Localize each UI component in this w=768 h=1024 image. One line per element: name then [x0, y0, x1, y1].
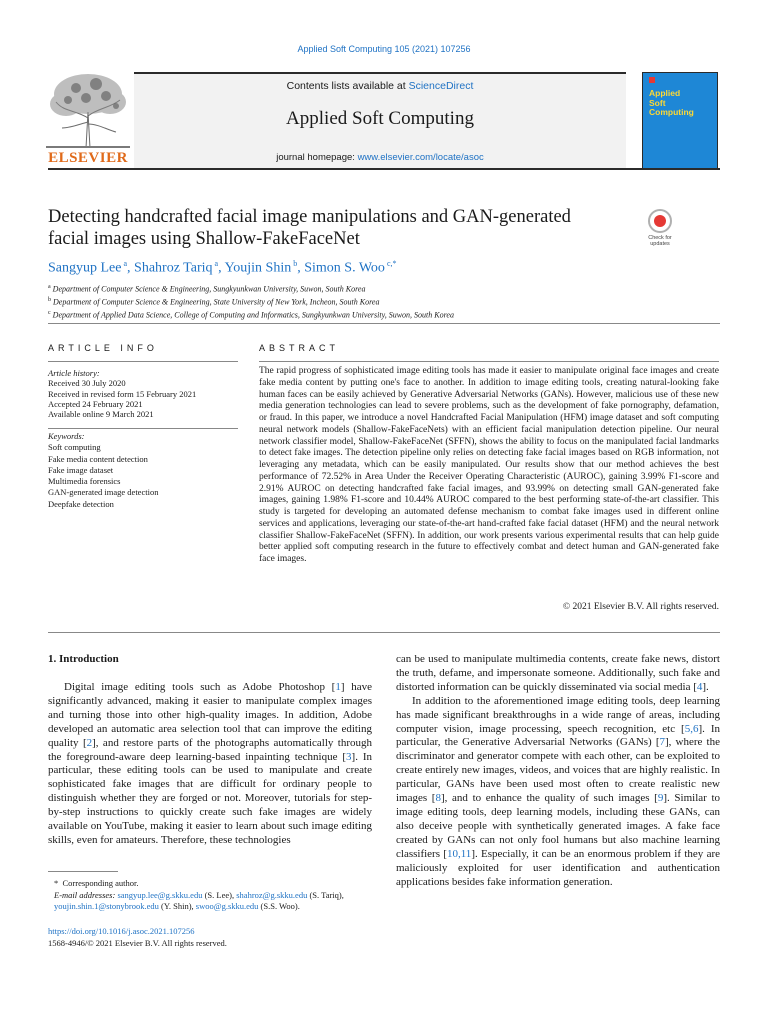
journal-header: [134, 72, 626, 168]
article-info-heading: ARTICLE INFO: [48, 343, 158, 353]
affiliation-text: Department of Computer Science & Engineering, State University of New York, Incheon, South Korea: [51, 297, 380, 307]
affiliation-item: [48, 282, 454, 295]
footnotes: [48, 878, 378, 913]
contents-line: [134, 80, 626, 92]
keywords-label: Keywords:: [48, 431, 85, 441]
reference-link[interactable]: 10,11: [446, 847, 472, 860]
email-addresses: [48, 890, 378, 913]
reference-link[interactable]: 2: [86, 736, 93, 749]
homepage-link[interactable]: www.elsevier.com/locate/asoc: [357, 152, 484, 163]
abstract-body: The rapid progress of sophisticated image editing tools has made it easier to manipulate original face images and create fake media content by putting one's face to another. In addition to image editing tools, creating natural-looking fake human faces can be easily achieved by Generative Adversarial Networks (GANs). However, malicious use of these new media generation technologies can lead to severe problems, such as the development of fake pornography, defamation, or fraud. In this paper, we introduce a novel Handcrafted Facial Manipulation (HFM) image dataset and soft computing neural network models (Shallow-FakeFaceNets) with an efficient facial manipulation detection pipeline. Our neural network classifier model, Shallow-FakeFaceNet (SFFN), shows the ability to focus on the manipulated facial landmarks to detect fake images. The detection pipeline only relies on detecting fake facial images based on RGB information, not leveraging any metadata, which can be easily manipulated. Our results show that our method achieves the best performance of 72.52% in Area Under the Receiver Operating Characteristic (AUROC), gaining 3.99% F1-score and 2.91% AUROC on detecting handcrafted fake facial images, and 93.99% on detecting small GAN-generated fake images, gaining 1.98% F1-score and 10.44% AUROC compared to the best performing state-of-the-art classifier. This study is targeted for developing an automated defense mechanism to combat fake images used in different online services and applications, leveraging our state-of-the-art hand-crafted fake facial dataset (HFM) and the neural network classifier Shallow-FakeFaceNet (SFFN). In addition, our work presents various experimental results that can help guide better applied soft computing research in the future to effectively combat and detect human and GAN-generated fake face images.: [259, 366, 719, 564]
cover-title: [649, 89, 694, 118]
reference-link[interactable]: 8: [435, 792, 441, 805]
text-run: ], where the discriminator and generator compete with each other, can be exploited to create entirely new images, videos, and voices that are highly realistic. In particular, GANs have been used most often to create realistic new images [: [396, 736, 720, 805]
paragraph: [396, 695, 720, 890]
doi-link[interactable]: https://doi.org/10.1016/j.asoc.2021.107256: [48, 926, 195, 936]
history-label: Article history:: [48, 368, 100, 378]
affiliation-item: [48, 295, 454, 308]
email-link[interactable]: sangyup.lee@g.skku.edu: [117, 889, 203, 900]
divider: [259, 361, 719, 362]
text-run: ]. In particular, the Generative Adversarial Networks (GANs) [: [396, 722, 720, 749]
journal-cover-thumbnail[interactable]: [642, 72, 718, 169]
title-line: Detecting handcrafted facial image manipulations and GAN-generated: [48, 207, 571, 227]
cover-line: Computing: [649, 107, 694, 117]
email-label: E-mail addresses:: [54, 889, 118, 900]
check-for-updates-button[interactable]: [641, 209, 679, 251]
check-updates-label: Check for updates: [648, 235, 672, 247]
divider: [48, 428, 238, 429]
history-item: Accepted 24 February 2021: [48, 398, 143, 409]
author-name[interactable]: Shahroz Tariq: [134, 260, 213, 276]
cover-mark-icon: [649, 77, 655, 83]
email-owner: (S. Tariq),: [307, 889, 344, 900]
author-name[interactable]: Sangyup Lee: [48, 260, 122, 276]
text-run: ], and to enhance the quality of such images [: [440, 792, 658, 805]
intro-left-column: [48, 681, 372, 848]
reference-link[interactable]: 9: [657, 792, 664, 805]
affiliation-mark: a: [48, 284, 51, 290]
check-updates-icon: [648, 209, 672, 233]
article-title: [48, 206, 638, 250]
intro-right-column: [396, 653, 720, 889]
keyword-item: Fake image dataset: [48, 464, 114, 475]
text-run: ], and restore parts of the photographs automatically through the foreground-aware deep learning-based inpainting technique [: [48, 736, 372, 763]
author-separator: ,: [127, 260, 135, 276]
cover-line: Soft: [649, 97, 666, 108]
affiliation-mark: c: [48, 310, 51, 317]
reference-link[interactable]: 1: [335, 681, 341, 693]
history-item: Available online 9 March 2021: [48, 409, 154, 420]
issn-line: 1568-4946/© 2021 Elsevier B.V. All rights reserved.: [48, 937, 227, 948]
abstract-copyright: © 2021 Elsevier B.V. All rights reserved.: [562, 602, 719, 612]
author-affiliation-mark[interactable]: c,*: [384, 259, 397, 268]
email-owner: (Y. Shin),: [158, 901, 196, 911]
paragraph: [396, 653, 720, 695]
email-owner: (S. Lee),: [202, 889, 237, 900]
corresponding-author-note: [48, 878, 378, 890]
affiliation-item: [48, 308, 454, 321]
author-affiliation-mark[interactable]: b: [291, 259, 298, 268]
text-run: ]. Similar to image editing tools, deep learning models, including these GANs, can also deceive people with synthetically generated images. A fake face created by GANs can not only fool humans but also machine learning classifiers [: [396, 792, 720, 860]
email-link[interactable]: shahroz@g.skku.edu: [236, 889, 308, 900]
affiliation-mark: b: [48, 297, 51, 304]
keyword-item: Fake media content detection: [48, 453, 148, 464]
divider: [48, 323, 720, 324]
author-affiliation-mark[interactable]: a: [212, 259, 219, 268]
homepage-line: [134, 152, 626, 163]
email-link[interactable]: youjin.shin.1@stonybrook.edu: [54, 901, 159, 911]
article-history: [48, 368, 238, 419]
divider: [48, 361, 238, 362]
affiliation-text: Department of Computer Science & Engineering, Sungkyunkwan University, Suwon, South Korea: [50, 284, 366, 294]
email-link[interactable]: swoo@g.skku.edu: [195, 901, 259, 911]
history-item: Received in revised form 15 February 2021: [48, 388, 197, 399]
text-run: ].: [702, 680, 709, 693]
author-list: [48, 259, 397, 277]
journal-citation[interactable]: Applied Soft Computing 105 (2021) 107256: [297, 44, 471, 54]
abstract-heading: ABSTRACT: [259, 343, 340, 353]
text-run: Digital image editing tools such as Adobe Photoshop [: [64, 681, 336, 693]
text-run: ]. Especially, it can be an enormous problem if they are maliciously exploited for user identification and authentication applications besides fake information generation.: [396, 847, 720, 888]
affiliation-list: [48, 282, 454, 321]
divider: [48, 632, 720, 633]
reference-link[interactable]: 4: [696, 680, 703, 693]
text-run: ]. In particular, these editing tools can be used to manipulate and create sophisticated fake images that are difficult for ordinary people to distinguish whether they are forged or not. Moreover, tutorials for step-by-step instructions to quickly create such fake images are widely available on YouTube, making it easier to learn about such image editing skills, even for amateurs. Therefore, these technologies: [48, 750, 373, 846]
text-run: ] have significantly advanced, making it easier to manipulate complex images and turning those into other high-quality images. In addition, Adobe developed an automatic area selection tool that can improve the editing quality [: [48, 681, 372, 749]
corresponding-label: Corresponding author.: [62, 878, 139, 888]
email-owner: (S.S. Woo).: [258, 901, 300, 911]
contents-prefix: Contents lists available at: [286, 80, 409, 92]
footnote-divider: [48, 871, 118, 872]
author-name[interactable]: Youjin Shin: [224, 260, 292, 276]
keyword-item: Deepfake detection: [48, 498, 114, 509]
footnote-star: *: [54, 878, 59, 888]
author-name[interactable]: Simon S. Woo: [304, 260, 385, 276]
section-heading: 1. Introduction: [48, 653, 119, 665]
text-run: can be used to manipulate multimedia contents, create fake news, distort the truth, defame, and impersonate someone. Additionally, such fake and distorted information can be quickly disseminated via social media [: [396, 653, 720, 693]
doi-block: [48, 926, 378, 949]
affiliation-text: Department of Applied Data Science, College of Computing and Informatics, Sungkyunkwan University, Suwon, South Korea: [50, 310, 454, 320]
sciencedirect-link[interactable]: ScienceDirect: [408, 80, 474, 92]
keyword-item: GAN-generated image detection: [48, 487, 159, 498]
author-separator: ,: [297, 260, 305, 276]
author-separator: ,: [218, 260, 225, 276]
keywords: [48, 431, 238, 510]
homepage-prefix: journal homepage:: [276, 152, 358, 163]
text-run: In addition to the aforementioned image editing tools, deep learning has made significant breakthroughs in a wide range of areas, including computer vision, image processing, speech recognition, etc [: [396, 694, 720, 735]
keyword-item: Multimedia forensics: [48, 476, 121, 487]
title-line: facial images using Shallow-FakeFaceNet: [48, 229, 360, 249]
elsevier-logo-text: ELSEVIER: [48, 150, 128, 166]
journal-name: Applied Soft Computing: [286, 108, 474, 129]
header-divider: [48, 168, 720, 170]
reference-link[interactable]: 3: [346, 750, 352, 763]
cover-line: Applied: [649, 88, 681, 98]
reference-link[interactable]: 7: [659, 736, 665, 749]
history-item: Received 30 July 2020: [48, 378, 126, 389]
author-affiliation-mark[interactable]: a: [121, 259, 128, 268]
keyword-item: Soft computing: [48, 442, 101, 453]
reference-link[interactable]: 5,6: [684, 722, 699, 735]
